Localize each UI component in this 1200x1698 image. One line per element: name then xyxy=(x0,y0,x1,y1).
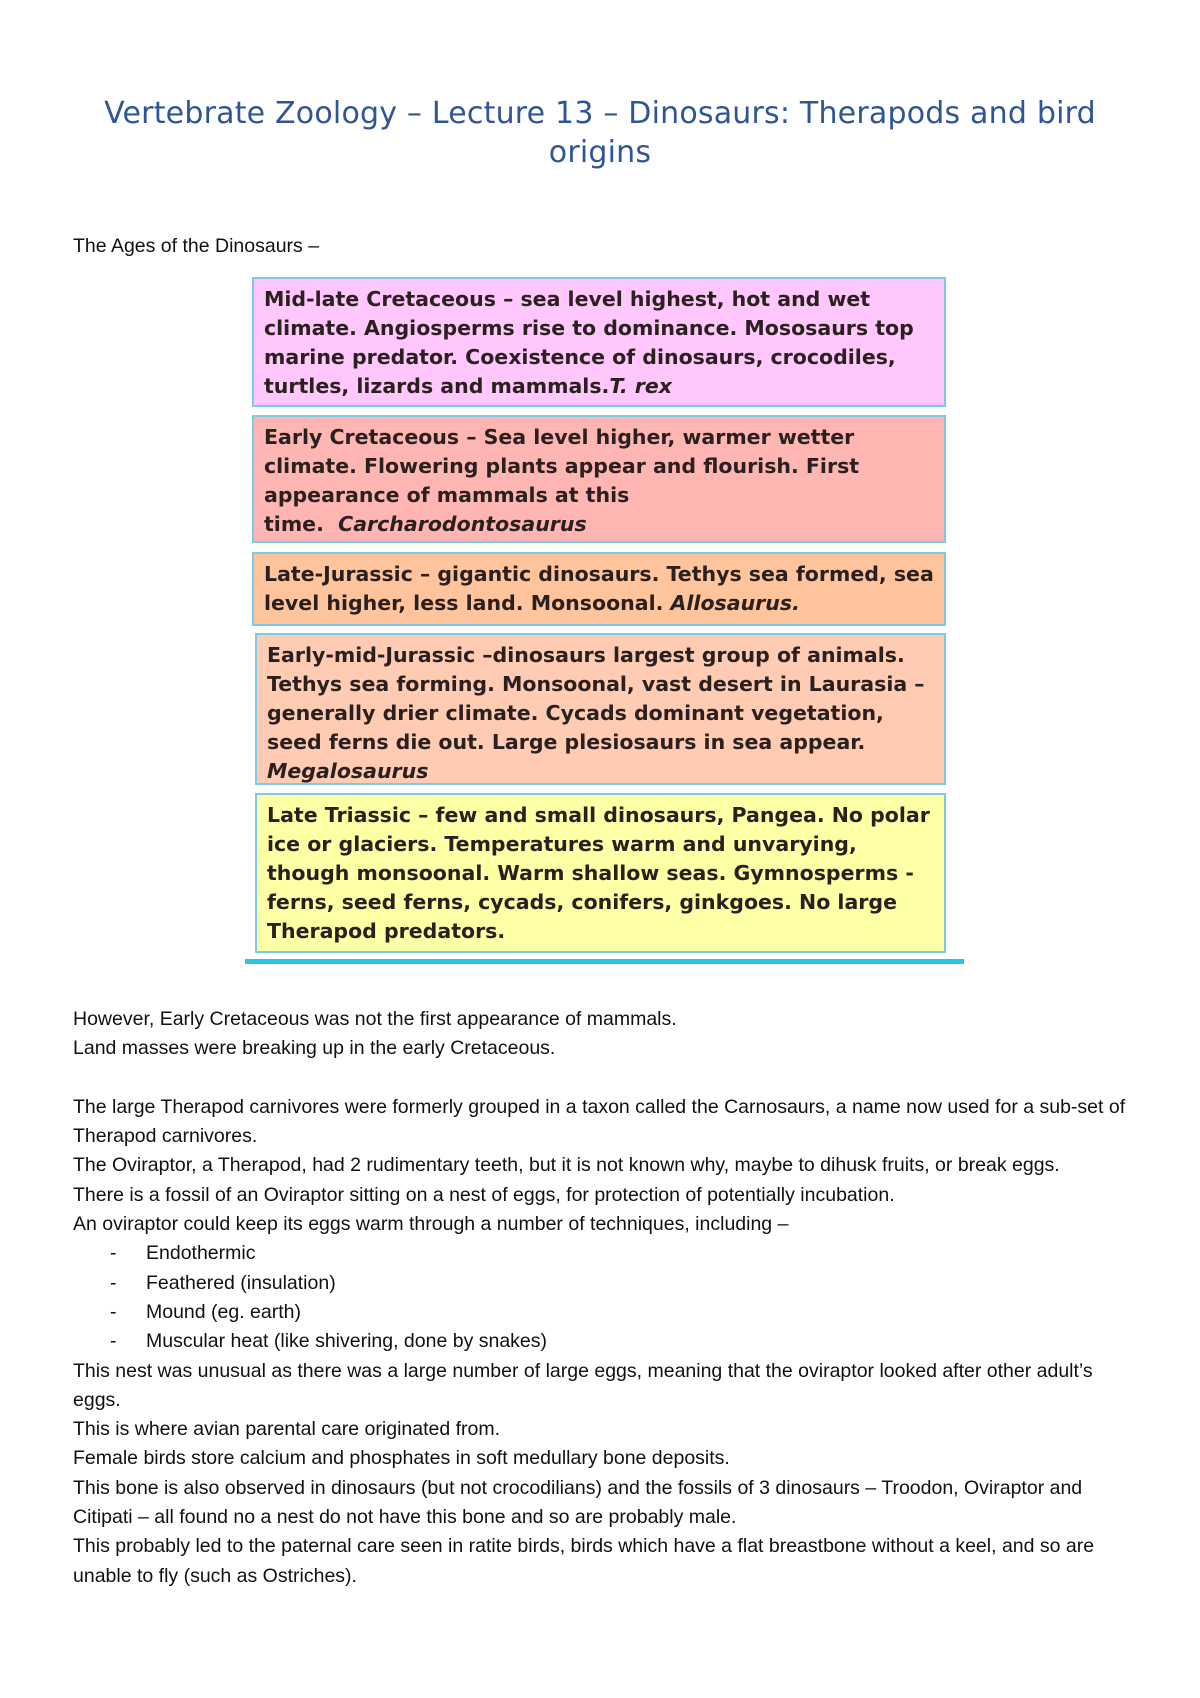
note-paragraph: The Oviraptor, a Therapod, had 2 rudimentary teeth, but it is not known why, maybe to dihusk fruits, or break eggs. xyxy=(73,1154,1060,1177)
period-species: Carcharodontosaurus xyxy=(338,512,587,536)
warming-techniques-list xyxy=(73,1239,1143,1356)
period-species: Megalosaurus xyxy=(267,759,429,783)
note-paragraph: This probably led to the paternal care seen in ratite birds, birds which have a flat breastbone without a keel, and so are unable to fly (such as Ostriches). xyxy=(73,1535,1095,1587)
note-paragraph: Female birds store calcium and phosphates in soft medullary bone deposits. xyxy=(73,1447,730,1470)
list-item: - Mound (eg. earth) xyxy=(110,1300,302,1323)
list-item: - Endothermic xyxy=(110,1242,256,1265)
period-species: T. rex xyxy=(609,374,672,398)
note-paragraph: This is where avian parental care originated from. xyxy=(73,1418,501,1441)
note-paragraph: However, Early Cretaceous was not the first appearance of mammals. xyxy=(73,1008,677,1030)
list-item: - Muscular heat (like shivering, done by snakes) xyxy=(110,1330,548,1353)
lecture-notes xyxy=(73,1005,1143,1591)
period-late-jurassic xyxy=(252,552,946,626)
period-description: Late-Jurassic – gigantic dinosaurs. Tethys sea formed, sea level higher, less land. Monsoonal. xyxy=(264,562,934,615)
period-description: Late Triassic – few and small dinosaurs, Pangea. No polar ice or glaciers. Temperatures warm and unvarying, though monsoonal. Warm shallow seas. Gymnosperms - ferns, seed ferns, cycads, conifers, ginkgoes. No large Therapod predators. xyxy=(267,803,930,943)
period-early-mid-jurassic xyxy=(255,633,946,785)
page-title: Vertebrate Zoology – Lecture 13 – Dinosaurs: Therapods and bird origins xyxy=(104,96,1096,170)
intro-text: The Ages of the Dinosaurs – xyxy=(73,235,320,257)
period-late-triassic xyxy=(255,793,946,953)
note-paragraph: Land masses were breaking up in the early Cretaceous. xyxy=(73,1037,556,1060)
period-description: Mid-late Cretaceous – sea level highest, hot and wet climate. Angiosperms rise to dominance. Mososaurs top marine predator. Coexistence of dinosaurs, crocodiles, turtles, lizards and mammals. xyxy=(264,287,914,398)
note-paragraph: The large Therapod carnivores were formerly grouped in a taxon called the Carnosaurs, a name now used for a sub-set of Therapod carnivores. xyxy=(73,1095,1126,1148)
figure-baseline xyxy=(245,959,964,964)
note-paragraph: This nest was unusual as there was a large number of large eggs, meaning that the oviraptor looked after other adult’s eggs. xyxy=(73,1359,1093,1411)
note-paragraph: There is a fossil of an Oviraptor sitting on a nest of eggs, for protection of potentially incubation. xyxy=(73,1183,895,1206)
period-description: Early-mid-Jurassic –dinosaurs largest group of animals. Tethys sea forming. Monsoonal, vast desert in Laurasia – generally drier climate. Cycads dominant vegetation, seed ferns die out. Large plesiosaurs in sea appear. xyxy=(267,643,925,754)
period-mid-late-cretaceous xyxy=(252,277,946,407)
period-early-cretaceous xyxy=(252,415,946,543)
note-paragraph: An oviraptor could keep its eggs warm through a number of techniques, including – xyxy=(73,1213,789,1236)
note-paragraph: This bone is also observed in dinosaurs (but not crocodilians) and the fossils of 3 dinosaurs – Troodon, Oviraptor and Citipati – all found no a nest do not have this bone and so are probably male. xyxy=(73,1476,1083,1529)
period-species: Allosaurus. xyxy=(670,591,800,615)
period-description: Early Cretaceous – Sea level higher, warmer wetter climate. Flowering plants appear and flourish. First appearance of mammals at this time. xyxy=(264,425,860,536)
list-item: - Feathered (insulation) xyxy=(110,1271,336,1294)
